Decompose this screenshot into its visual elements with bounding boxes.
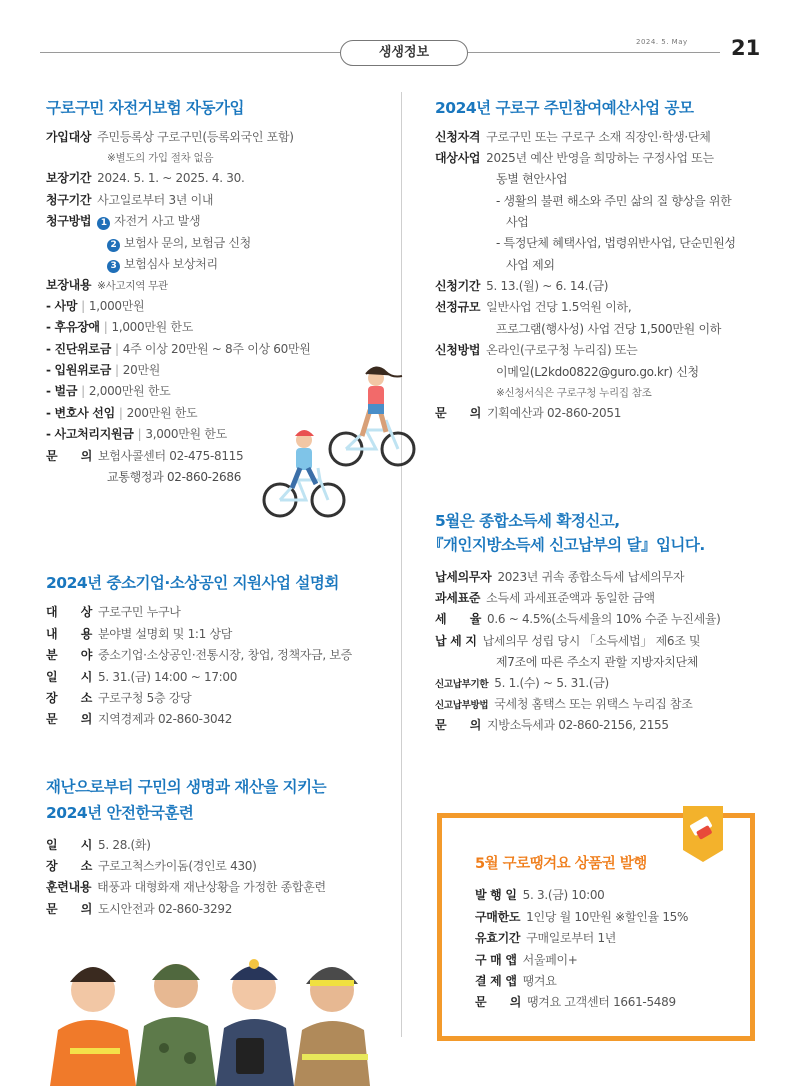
step-3-icon: 3	[107, 260, 120, 273]
tax-row: 신고납부기한 5. 1.(수) ~ 5. 31.(금)	[435, 676, 609, 690]
coverage-item: - 사망 | 1,000만원	[46, 299, 145, 313]
bike-row-claim-step-2: 2 보험사 문의, 보험금 신청	[107, 236, 251, 252]
column-divider	[401, 92, 402, 1037]
bike-contact: 문 의 보험사콜센터 02-475-8115	[46, 449, 244, 463]
bike-row-target-note: ※별도의 가입 절차 없음	[107, 152, 214, 164]
header-rule-left	[40, 52, 340, 53]
voucher-row: 구매한도 1인당 월 10만원 ※할인율 15%	[475, 910, 689, 924]
bike-insurance-title: 구로구민 자전거보험 자동가입	[46, 99, 244, 117]
tax-row: 과세표준 소득세 과세표준액과 동일한 금액	[435, 591, 655, 605]
sme-row: 문 의 지역경제과 02-860-3042	[46, 712, 233, 726]
budget-row-note: ※신청서식은 구로구청 누리집 참조	[496, 387, 652, 399]
bike-row-coverage: 보장내용 ※사고지역 무관	[46, 278, 168, 292]
sme-row: 장 소 구로구청 5층 강당	[46, 691, 192, 705]
coverage-item: - 변호사 선임 | 200만원 한도	[46, 406, 198, 420]
voucher-row: 문 의 땡겨요 고객센터 1661-5489	[475, 995, 676, 1009]
page-number: 21	[731, 36, 761, 60]
income-tax-title-2: 『개인지방소득세 신고납부의 달』입니다.	[428, 536, 705, 554]
safety-row: 훈련내용 태풍과 대형화재 재난상황을 가정한 종합훈련	[46, 880, 326, 894]
tax-row: 신고납부방법 국세청 홈택스 또는 위택스 누리집 참조	[435, 697, 693, 711]
budget-row: 문 의 기획예산과 02-860-2051	[435, 406, 622, 420]
tax-row: 납 세 지 납세의무 성립 당시 「소득세법」 제6조 및	[435, 634, 701, 648]
issue-date: 2024. 5. May	[636, 38, 688, 46]
budget-row-cont: 프로그램(행사성) 사업 건당 1,500만원 이하	[496, 322, 722, 336]
budget-row-cont: - 생활의 불편 해소와 주민 삶의 질 향상을 위한	[496, 194, 732, 208]
budget-row-cont: - 특정단체 혜택사업, 법령위반사업, 단순민원성	[496, 236, 736, 250]
voucher-row: 발 행 일 5. 3.(금) 10:00	[475, 888, 605, 902]
budget-row: 신청방법 온라인(구로구청 누리집) 또는	[435, 343, 638, 357]
safety-row: 일 시 5. 28.(화)	[46, 838, 151, 852]
sme-briefing-title: 2024년 중소기업·소상공인 지원사업 설명회	[46, 574, 339, 592]
safety-row: 장 소 구로고척스카이돔(경인로 430)	[46, 859, 257, 873]
tax-row: 세 율 0.6 ~ 4.5%(소득세율의 10% 수준 누진세율)	[435, 612, 721, 626]
budget-row: 신청기간 5. 13.(월) ~ 6. 14.(금)	[435, 279, 609, 293]
sme-row: 대 상 구로구민 누구나	[46, 605, 181, 619]
step-1-icon: 1	[97, 217, 110, 230]
sme-row: 내 용 분야별 설명회 및 1:1 상담	[46, 627, 233, 641]
coverage-item: - 후유장애 | 1,000만원 한도	[46, 320, 194, 334]
bike-contact-2: 교통행정과 02-860-2686	[107, 470, 242, 484]
budget-row: 신청자격 구로구민 또는 구로구 소재 직장인·학생·단체	[435, 130, 711, 144]
safety-row: 문 의 도시안전과 02-860-3292	[46, 902, 233, 916]
budget-row: 선정규모 일반사업 건당 1.5억원 이하,	[435, 300, 632, 314]
bike-row-period: 보장기간 2024. 5. 1. ~ 2025. 4. 30.	[46, 171, 245, 185]
tax-row: 납세의무자 2023년 귀속 종합소득세 납세의무자	[435, 570, 685, 584]
voucher-row: 유효기간 구매일로부터 1년	[475, 931, 617, 945]
safety-drill-title-2: 2024년 안전한국훈련	[46, 804, 194, 822]
voucher-title: 5월 구로땡겨요 상품권 발행	[475, 856, 647, 872]
budget-row-cont: 이메일(L2kdo0822@guro.go.kr) 신청	[496, 365, 699, 379]
bike-row-claim-method: 청구방법 1 자전거 사고 발생	[46, 214, 201, 228]
budget-row-cont: 사업	[506, 215, 529, 229]
coverage-item: - 진단위로금 | 4주 이상 20만원 ~ 8주 이상 60만원	[46, 342, 311, 356]
sme-row: 일 시 5. 31.(금) 14:00 ~ 17:00	[46, 670, 238, 684]
income-tax-title-1: 5월은 종합소득세 확정신고,	[435, 512, 620, 530]
coverage-item: - 벌금 | 2,000만원 한도	[46, 384, 171, 398]
coverage-item: - 입원위로금 | 20만원	[46, 363, 161, 377]
sme-row: 분 야 중소기업·소상공인·전통시장, 창업, 정책자금, 보증	[46, 648, 352, 662]
budget-row-cont: 사업 제외	[506, 258, 555, 272]
budget-row-cont: 동별 현안사업	[496, 172, 568, 186]
bike-row-claim-period: 청구기간 사고일로부터 3년 이내	[46, 193, 214, 207]
bike-row-target: 가입대상 주민등록상 구로구민(등록외국인 포함)	[46, 130, 294, 144]
voucher-ticket-icon	[679, 806, 727, 862]
section-label: 생생정보	[340, 40, 468, 66]
coverage-item: - 사고처리지원금 | 3,000만원 한도	[46, 427, 227, 441]
budget-row: 대상사업 2025년 예산 반영을 희망하는 구정사업 또는	[435, 151, 714, 165]
step-2-icon: 2	[107, 239, 120, 252]
cyclists-illustration	[258, 360, 420, 520]
voucher-row: 결 제 앱 땡겨요	[475, 974, 557, 988]
voucher-row: 구 매 앱 서울페이+	[475, 953, 578, 967]
header-rule-right	[468, 52, 720, 53]
bike-row-claim-step-3: 3 보험심사 보상처리	[107, 257, 218, 273]
tax-row: 문 의 지방소득세과 02-860-2156, 2155	[435, 718, 669, 732]
budget-title: 2024년 구로구 주민참여예산사업 공모	[435, 99, 694, 117]
tax-row-cont: 제7조에 따른 주소지 관할 지방자치단체	[496, 655, 699, 669]
safety-drill-title-1: 재난으로부터 구민의 생명과 재산을 지키는	[46, 778, 327, 796]
emergency-workers-illustration	[40, 930, 370, 1086]
